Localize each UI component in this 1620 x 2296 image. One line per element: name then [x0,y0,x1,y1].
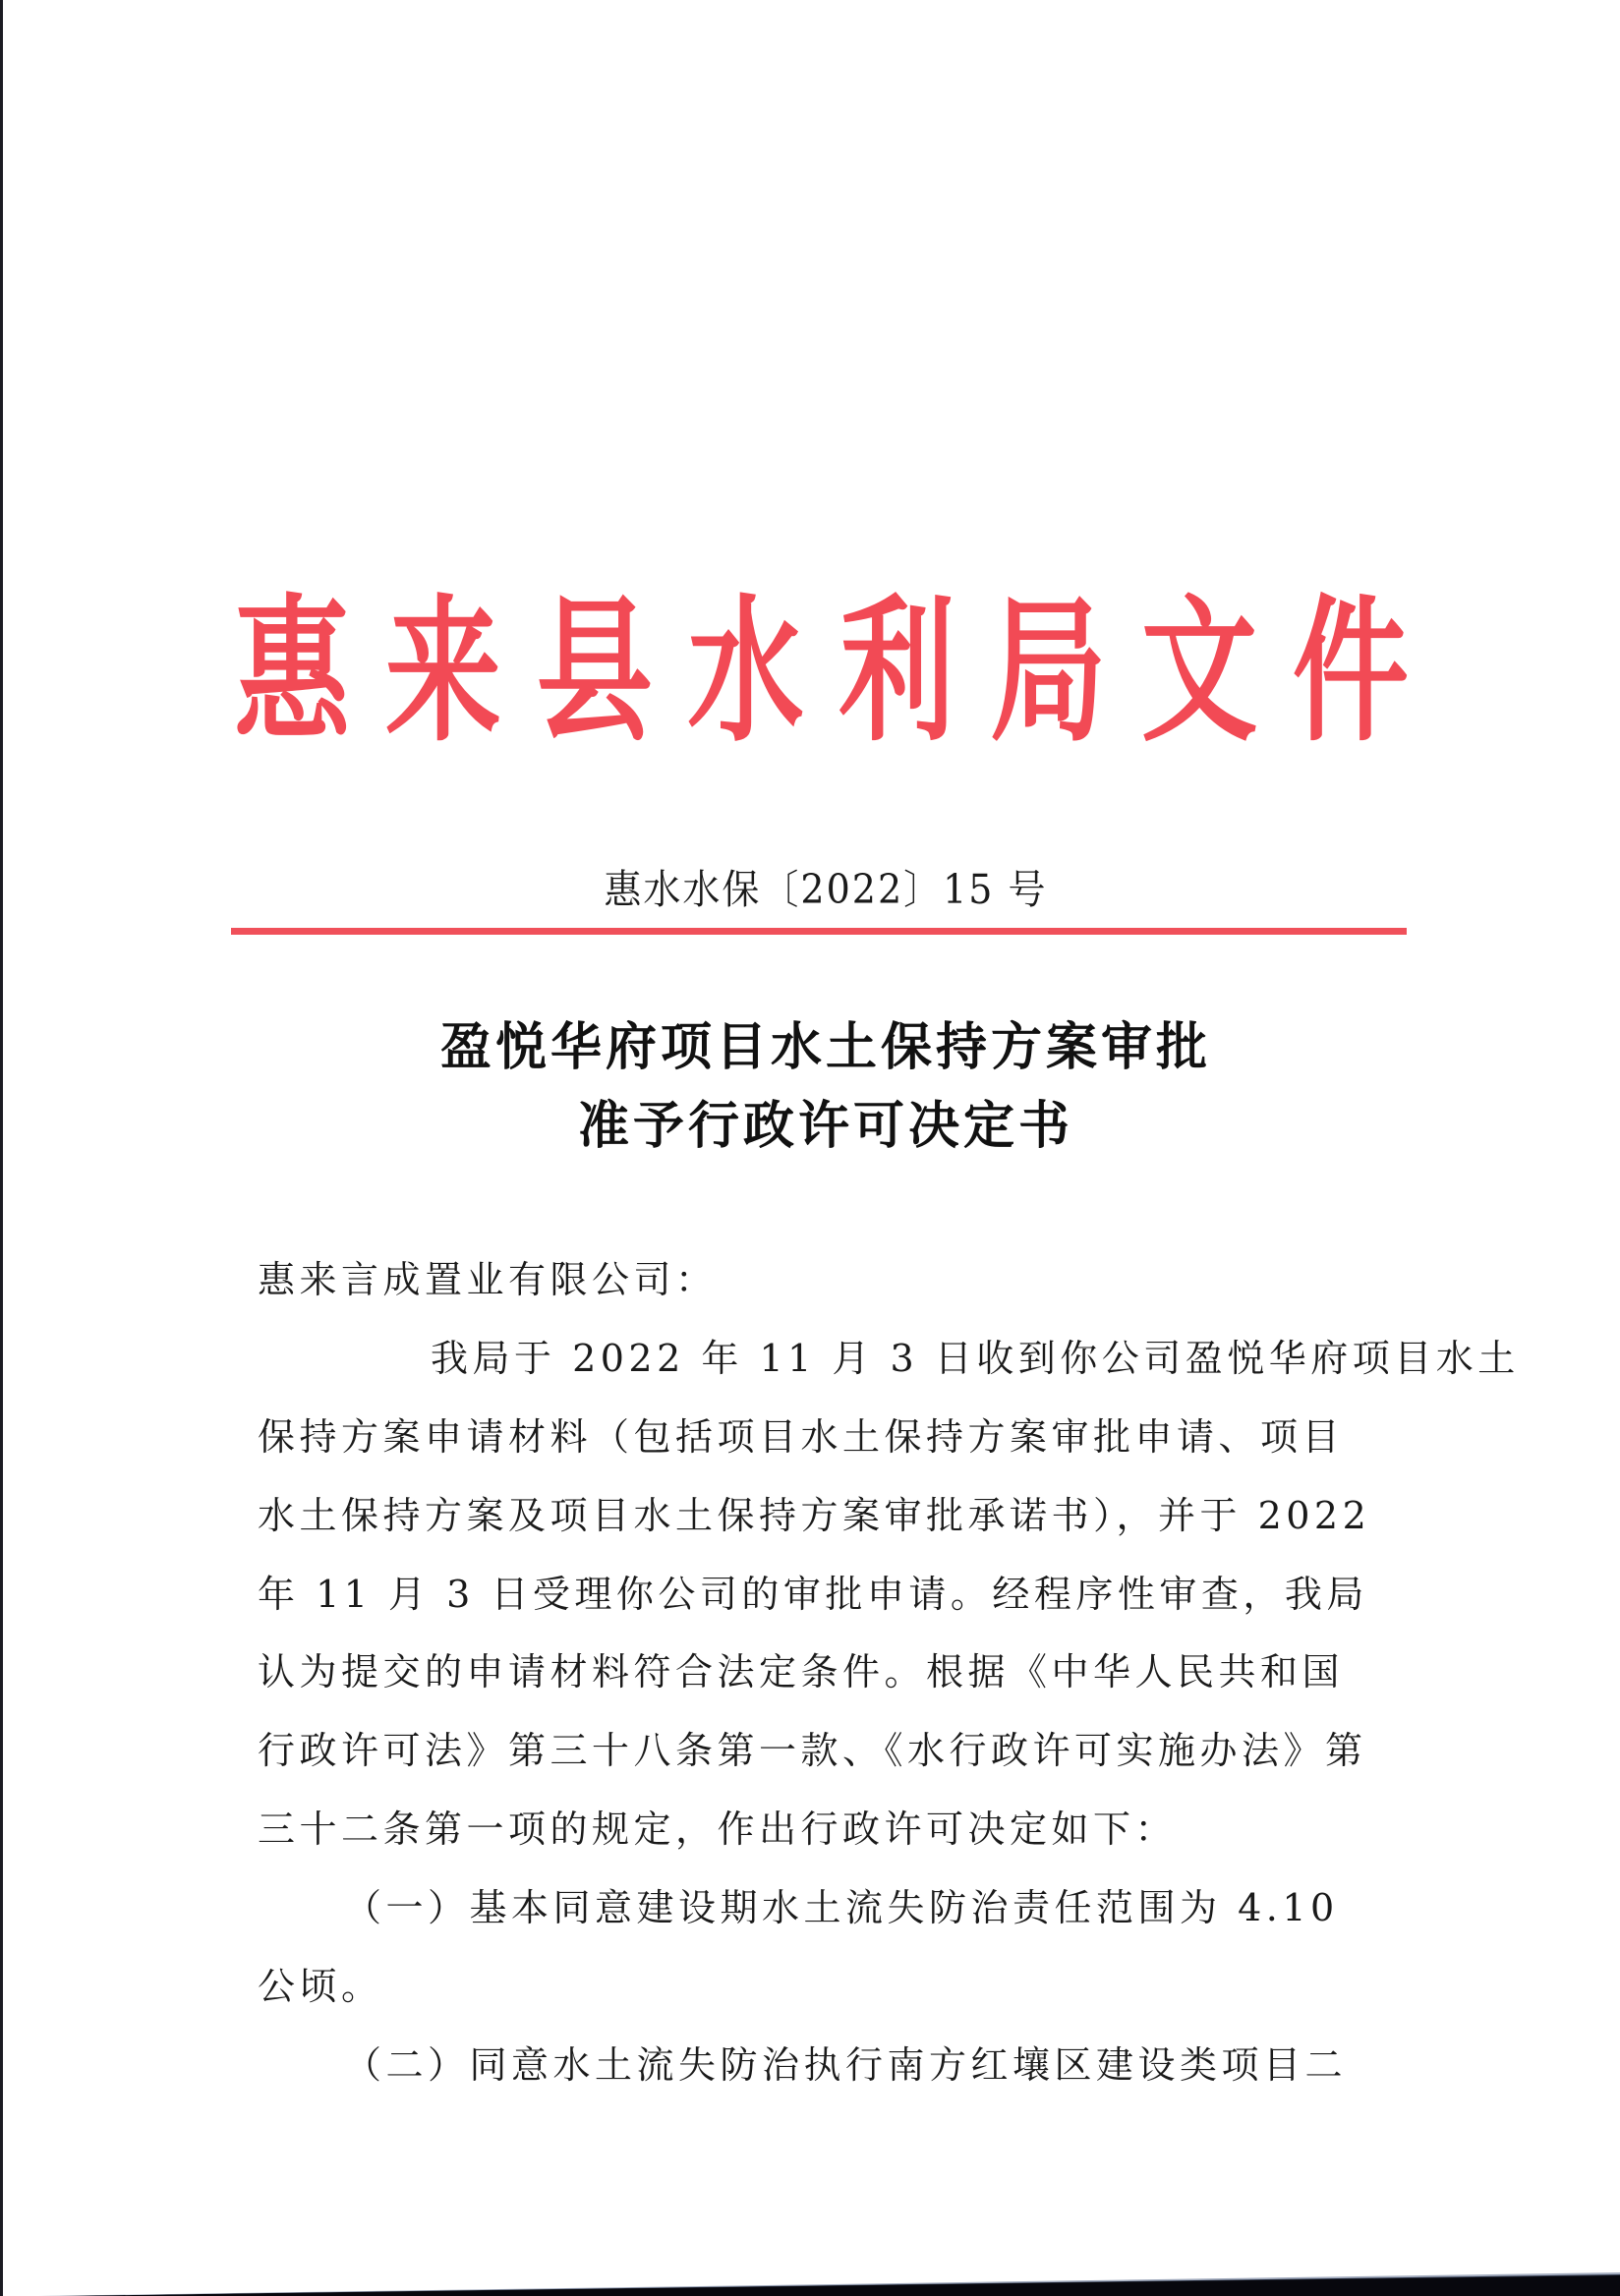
addressee: 惠来言成置业有限公司： [258,1258,718,1301]
list-item-1-continued: 公顷。 [258,1965,383,2009]
masthead-title [234,578,1409,764]
masthead-char: 县 [536,578,653,764]
body-line: 我局于 2022 年 11 月 3 日收到你公司盈悦华府项目水土 [431,1336,1520,1380]
body-line: 水土保持方案及项目水土保持方案审批承诺书），并于 2022 [258,1493,1371,1537]
masthead-char: 惠 [234,578,351,764]
masthead-char: 水 [687,578,804,764]
masthead-char: 来 [384,578,501,764]
masthead-char: 局 [990,578,1107,764]
body-line: 三十二条第一项的规定，作出行政许可决定如下： [258,1808,1178,1852]
title-line-1: 盈悦华府项目水土保持方案审批 [439,1018,1211,1077]
masthead-char: 件 [1292,578,1409,764]
body-line: 认为提交的申请材料符合法定条件。根据《中华人民共和国 [258,1650,1345,1694]
masthead-char: 利 [839,578,955,764]
scan-left-edge [0,0,3,2296]
scan-bottom-edge [0,2261,1620,2296]
document-number: 惠水水保〔2022〕15 号 [604,866,1048,913]
title-line-2: 准予行政许可决定书 [577,1097,1073,1156]
body-line: 保持方案申请材料（包括项目水土保持方案审批申请、项目 [258,1414,1345,1459]
body-line: 年 11 月 3 日受理你公司的审批申请。经程序性审查，我局 [258,1572,1368,1616]
list-item-1: （一）基本同意建设期水土流失防治责任范围为 4.10 [344,1886,1339,1930]
body-line: 行政许可法》第三十八条第一款、《水行政许可实施办法》第 [258,1729,1367,1773]
document-body [258,1241,1520,2105]
document-title [295,1008,1357,1166]
masthead-char: 文 [1141,578,1258,764]
red-separator-rule [231,928,1407,935]
list-item-2: （二）同意水土流失防治执行南方红壤区建设类项目二 [344,2042,1348,2087]
